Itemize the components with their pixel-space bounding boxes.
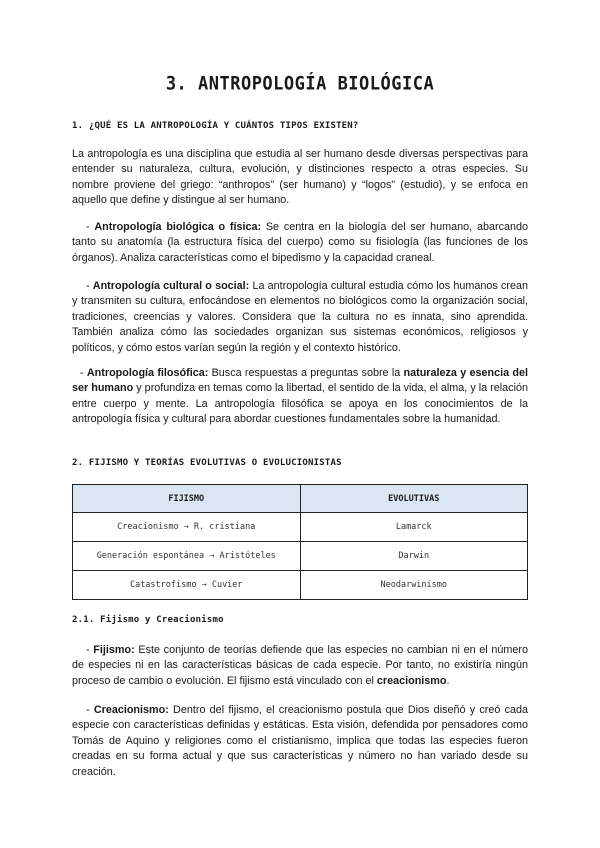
table-row [73,513,528,542]
type-cultural-term: Antropología cultural o social: [92,280,250,292]
table-row [73,542,528,571]
table-header-evolutivas: EVOLUTIVAS [300,485,528,513]
fijismo-evolutivas-table [72,484,528,600]
type-philosophical-term: Antropología filosófica: [86,367,209,379]
fijismo-term: Fijismo: [93,644,135,656]
table-header-row [73,485,528,513]
fijismo-paragraph: - Fijismo: Este conjunto de teorías defiende que las especies no cambian ni en el número de especies ni en las características básicas de cada especie. Por tanto, no existiría ningún proceso de cambio o evolución. El fijismo está vinculado con el creacionismo. [72,644,528,687]
table-cell: Lamarck [300,513,528,542]
type-philosophical-paragraph: - Antropología filosófica: Busca respuestas a preguntas sobre la naturaleza y esencia del ser humano y profundiza en temas como la libertad, el sentido de la vida, el alma, y la relación entre cuerpo y mente. La antropología filosófica se apoya en los conocimientos de la antropología física y cultural para abordar cuestiones fundamentales sobre la humanidad. [72,367,528,426]
creacionismo-term: Creacionismo: [93,704,169,716]
section-2-1-heading: 2.1. Fijismo y Creacionismo [72,615,224,625]
table-cell: Catastrofismo → Cuvier [73,571,301,600]
type-biological-paragraph: - Antropología biológica o física: Se centra en la biología del ser humano, abarcando tanto su anatomía (la estructura física del cuerpo) como su fisiología (las funciones de los órganos). Analiza características como el bipedismo y la capacidad craneal. [72,221,528,264]
table-row [73,571,528,600]
table-cell: Darwin [300,542,528,571]
table-cell: Neodarwinismo [300,571,528,600]
intro-paragraph: La antropología es una disciplina que estudia al ser humano desde diversas perspectivas para entender su naturaleza, cultura, evolución, y distinciones respecto a otras especies. Su nombre proviene del griego: “anthropos” (ser humano) y “logos” (estudio), y se enfoca en aquello que define y distingue al ser humano. [72,148,528,207]
table-cell: Creacionismo → R. cristiana [73,513,301,542]
type-biological-term: Antropología biológica o física: [94,221,262,233]
type-cultural-paragraph: - Antropología cultural o social: La antropología cultural estudia cómo los humanos crean y transmiten su cultura, enfocándose en elementos no biológicos como la organización social, tradiciones, creencias y valores. Considera que la cultura no es innata, sino aprendida. También analiza cómo las sociedades organizan sus sistemas económicos, religiosos y políticos, y cómo estos varían según la región y el contexto histórico. [72,280,528,354]
section-2-heading: 2. FIJISMO Y TEORÍAS EVOLUTIVAS O EVOLUCIONISTAS [72,458,342,468]
table-cell: Generación espontánea → Aristóteles [73,542,301,571]
section-1-heading: 1. ¿QUÉ ES LA ANTROPOLOGÍA Y CUÁNTOS TIPOS EXISTEN? [72,121,359,131]
creacionismo-paragraph: - Creacionismo: Dentro del fijismo, el creacionismo postula que Dios diseñó y creó cada especie con características definidas y estáticas. Esta visión, defendida por pensadores como Tomás de Aquino y religiones como el cristianismo, implica que todas las especies fueron creadas en su forma actual y que sus características y número no han variado desde su creación. [72,704,528,778]
table-header-fijismo: FIJISMO [73,485,301,513]
page-title: 3. ANTROPOLOGÍA BIOLÓGICA [165,73,435,95]
